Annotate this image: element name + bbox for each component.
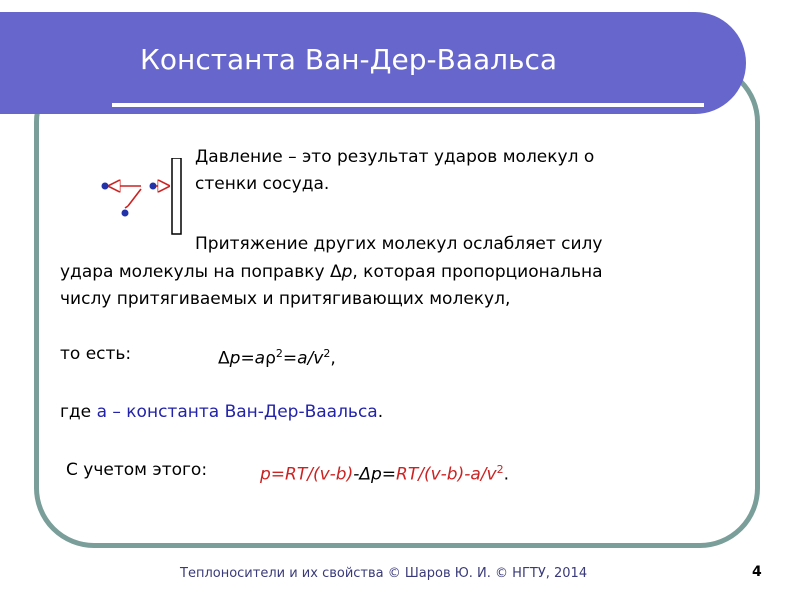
formula-part: 2 bbox=[496, 463, 504, 476]
formula-part: p bbox=[229, 348, 241, 369]
formula-part: =a/v bbox=[282, 348, 324, 369]
molecule-icon bbox=[122, 210, 129, 217]
text-segment: , которая пропорциональна bbox=[352, 262, 603, 282]
formula-part: -Δp= bbox=[353, 464, 397, 485]
text-line-3: Притяжение других молекул ослабляет силу bbox=[195, 234, 603, 254]
text-line-5: числу притягиваемых и притягивающих молекул, bbox=[60, 289, 511, 309]
constant-definition: a – константа Ван-Дер-Ваальса bbox=[96, 402, 378, 422]
formula-van-der-waals bbox=[260, 458, 509, 487]
text-segment: удара молекулы на поправку Δ bbox=[60, 262, 342, 282]
formula-part: 2 bbox=[323, 347, 331, 360]
text-line-7 bbox=[60, 400, 383, 424]
formula-part: =a bbox=[240, 348, 266, 369]
formula-part: ρ bbox=[265, 348, 276, 369]
molecule-icon bbox=[150, 183, 157, 190]
text-line-4 bbox=[60, 260, 603, 284]
molecule-wall-diagram bbox=[95, 158, 195, 238]
formula-part: RT/(v-b) bbox=[396, 464, 465, 485]
formula-part: Δ bbox=[218, 348, 230, 369]
text-line-2: стенки сосуда. bbox=[195, 174, 330, 194]
text-line-8-label: С учетом этого: bbox=[66, 460, 208, 480]
text-line-1: Давление – это результат ударов молекул о bbox=[195, 147, 595, 167]
formula-part: . bbox=[503, 464, 509, 485]
arrow-icon bbox=[128, 189, 141, 206]
text-segment: p bbox=[341, 262, 353, 282]
formula-part: RT/(v-b) bbox=[285, 464, 354, 485]
slide-title: Константа Ван-Дер-Ваальса bbox=[140, 43, 558, 76]
page-number: 4 bbox=[752, 564, 762, 580]
molecule-icon bbox=[102, 183, 109, 190]
wall-icon bbox=[172, 158, 181, 234]
formula-part: 2 bbox=[275, 347, 283, 360]
text-segment: где bbox=[60, 402, 97, 422]
formula-correction bbox=[218, 342, 336, 371]
footer: Теплоносители и их свойства © Шаров Ю. И. © НГТУ, 2014 bbox=[180, 566, 588, 581]
text-segment: . bbox=[377, 402, 384, 422]
formula-part: p= bbox=[260, 464, 286, 485]
text-line-6-label: то есть: bbox=[60, 344, 132, 364]
title-underline bbox=[112, 103, 704, 107]
formula-part: -a/v bbox=[464, 464, 497, 485]
arrow-icon bbox=[125, 206, 128, 208]
formula-part: , bbox=[330, 348, 336, 369]
